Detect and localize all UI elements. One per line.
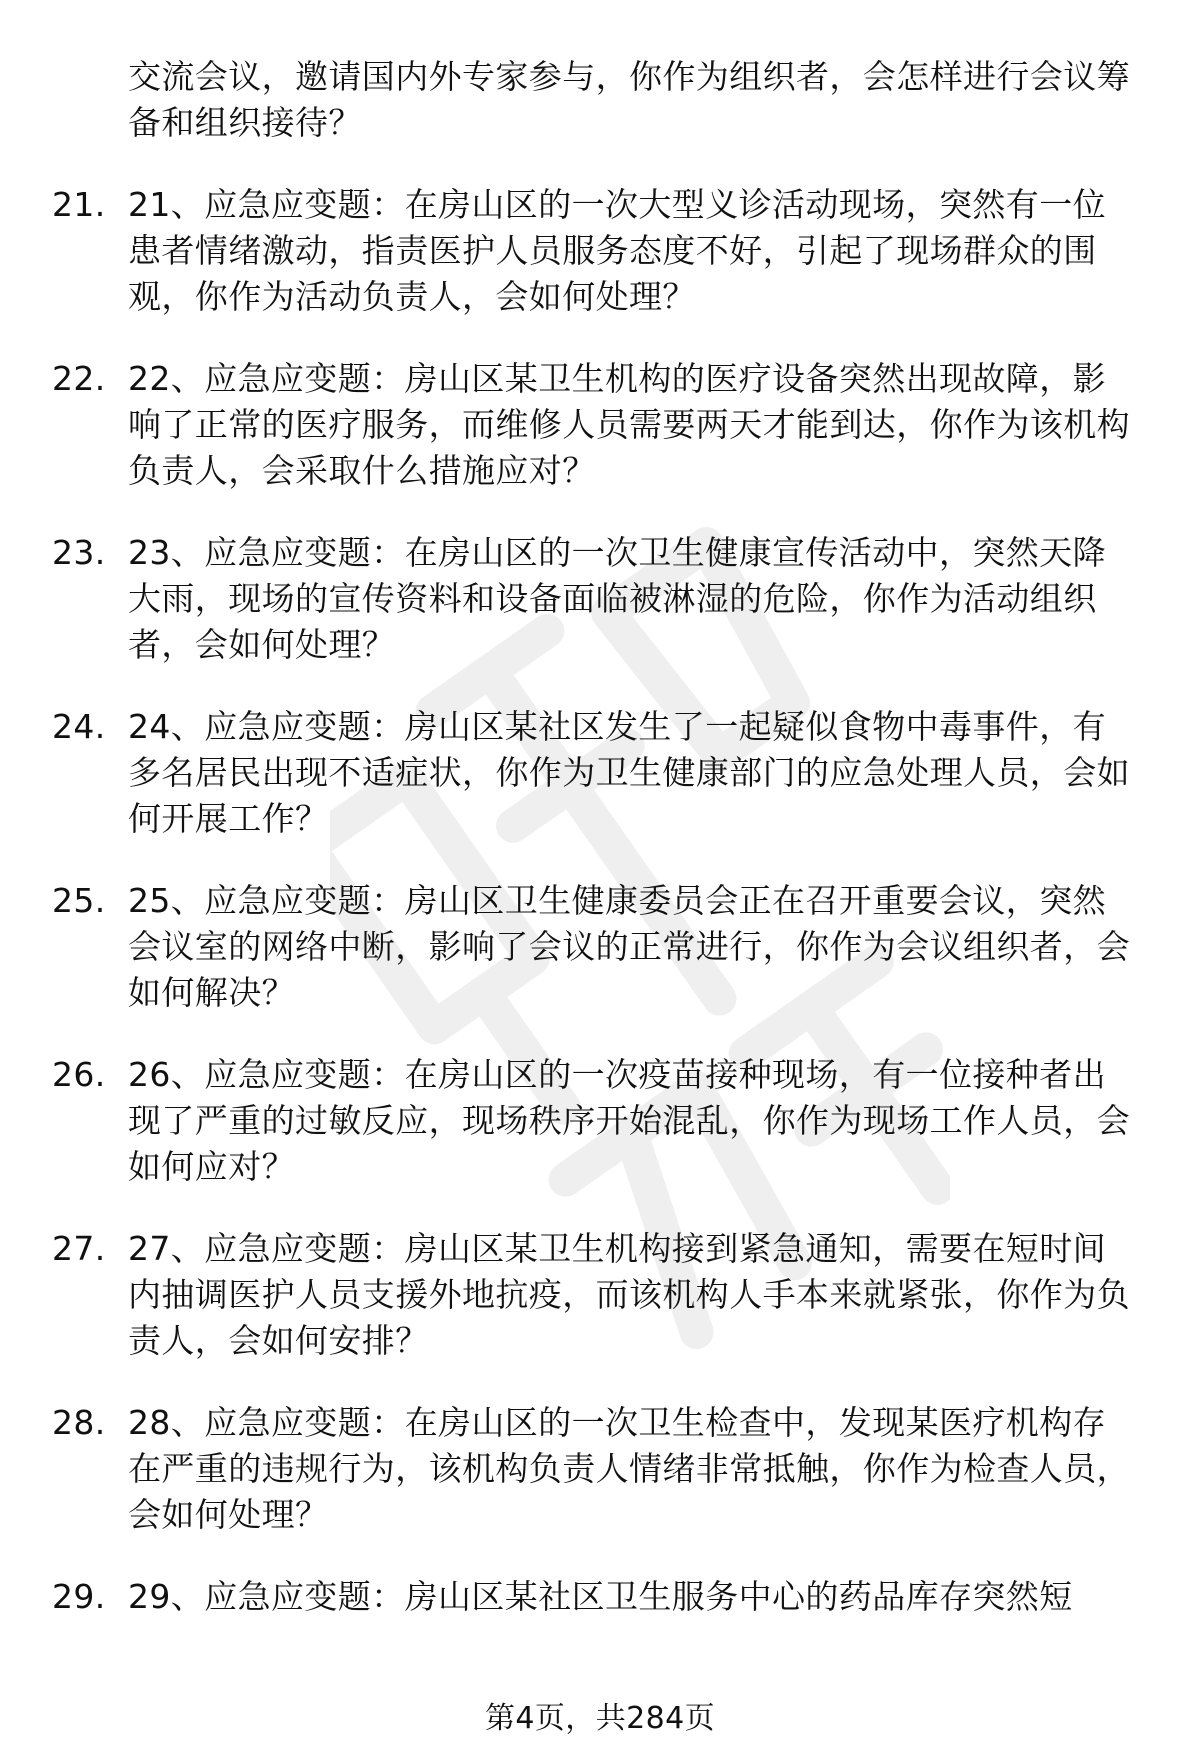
document-body xyxy=(0,54,1200,1620)
question-text: 22、应急应变题：房山区某卫生机构的医疗设备突然出现故障，影响了正常的医疗服务，而维修人员需要两天才能到达，你作为该机构负责人，会采取什么措施应对？ xyxy=(128,359,1130,490)
question-number: 29. xyxy=(52,1577,106,1616)
question-item-27 xyxy=(0,1226,1138,1364)
question-item-21 xyxy=(0,182,1138,320)
continued-question-text: 交流会议，邀请国内外专家参与，你作为组织者，会怎样进行会议筹备和组织接待？ xyxy=(128,57,1130,142)
question-item-22 xyxy=(0,356,1138,494)
question-text: 26、应急应变题：在房山区的一次疫苗接种现场，有一位接种者出现了严重的过敏反应，现场秩序开始混乱，你作为现场工作人员，会如何应对？ xyxy=(128,1055,1130,1186)
question-text: 29、应急应变题：房山区某社区卫生服务中心的药品库存突然短 xyxy=(128,1577,1073,1616)
question-item-24 xyxy=(0,704,1138,842)
question-number: 21. xyxy=(52,185,106,224)
question-text: 24、应急应变题：房山区某社区发生了一起疑似食物中毒事件，有多名居民出现不适症状，你作为卫生健康部门的应急处理人员，会如何开展工作？ xyxy=(128,707,1130,838)
question-number: 27. xyxy=(52,1229,106,1268)
question-text: 28、应急应变题：在房山区的一次卫生检查中，发现某医疗机构存在严重的违规行为，该机构负责人情绪非常抵触，你作为检查人员，会如何处理？ xyxy=(128,1403,1130,1534)
question-item-28 xyxy=(0,1400,1138,1538)
question-number: 22. xyxy=(52,359,106,398)
question-text: 21、应急应变题：在房山区的一次大型义诊活动现场，突然有一位患者情绪激动，指责医护人员服务态度不好，引起了现场群众的围观，你作为活动负责人，会如何处理？ xyxy=(128,185,1106,316)
question-number: 23. xyxy=(52,533,106,572)
question-item-29 xyxy=(0,1574,1138,1620)
question-number: 24. xyxy=(52,707,106,746)
question-text: 27、应急应变题：房山区某卫生机构接到紧急通知，需要在短时间内抽调医护人员支援外地抗疫，而该机构人手本来就紧张，你作为负责人，会如何安排？ xyxy=(128,1229,1130,1360)
page-footer: 第4页，共284页 xyxy=(485,1701,715,1736)
question-number: 25. xyxy=(52,881,106,920)
question-text: 25、应急应变题：房山区卫生健康委员会正在召开重要会议，突然会议室的网络中断，影响了会议的正常进行，你作为会议组织者，会如何解决？ xyxy=(128,881,1130,1012)
question-item-26 xyxy=(0,1052,1138,1190)
question-item-25 xyxy=(0,878,1138,1016)
question-text: 23、应急应变题：在房山区的一次卫生健康宣传活动中，突然天降大雨，现场的宣传资料和设备面临被淋湿的危险，你作为活动组织者，会如何处理？ xyxy=(128,533,1106,664)
question-number: 26. xyxy=(52,1055,106,1094)
question-item-23 xyxy=(0,530,1138,668)
question-number: 28. xyxy=(52,1403,106,1442)
